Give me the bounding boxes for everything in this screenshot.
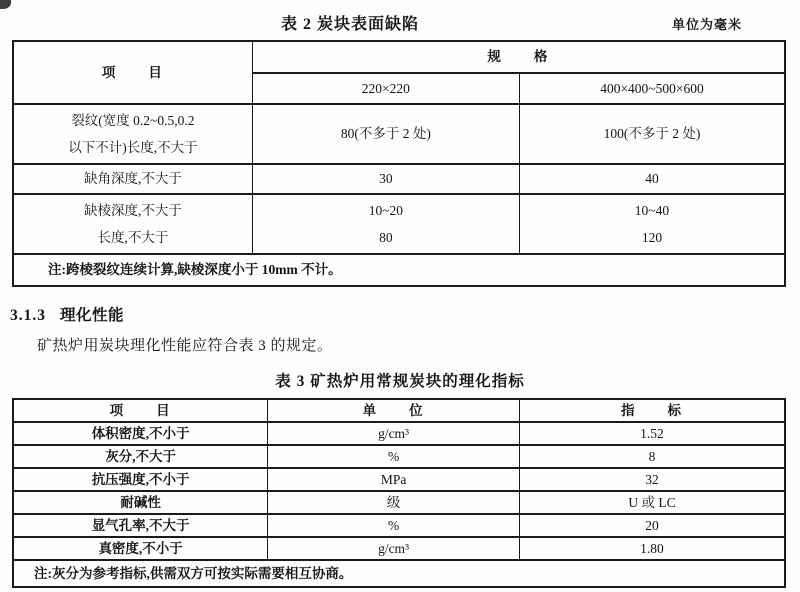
table3-cell-unit: g/cm³ (268, 537, 520, 560)
table2-row-edge (13, 194, 785, 254)
table3-row-bulk-density (13, 422, 785, 445)
table2 (12, 40, 786, 287)
table3-header-index: 指 标 (519, 399, 785, 422)
table2-crack-value-220: 80(不多于 2 处) (252, 104, 519, 164)
table3-row-true-density (13, 537, 785, 560)
table2-crack-item-line1: 裂纹(宽度 0.2~0.5,0.2 (71, 113, 195, 128)
table2-note-row (13, 254, 785, 286)
table3-header-unit: 单 位 (268, 399, 520, 422)
table2-header-spec: 规 格 (252, 41, 785, 73)
table3-cell-item: 耐碱性 (13, 491, 268, 514)
table2-title: 表 2 炭块表面缺陷 (280, 16, 419, 33)
table3-cell-value: U 或 LC (519, 491, 785, 514)
table2-edge-value-220-line1: 10~20 (368, 203, 404, 218)
table2-header-row (13, 41, 785, 73)
table2-crack-item (13, 104, 252, 164)
table2-edge-value-400-line1: 10~40 (634, 203, 670, 218)
table3-cell-value: 8 (519, 445, 785, 468)
table3-row-alkali-resistance (13, 491, 785, 514)
table3-row-compressive-strength (13, 468, 785, 491)
table2-corner-item: 缺角深度,不大于 (13, 164, 252, 194)
section-heading (10, 303, 124, 325)
table3-cell-value: 32 (519, 468, 785, 491)
table2-edge-value-400-line2: 120 (641, 230, 663, 245)
table2-spec-col-220: 220×220 (252, 73, 519, 104)
table3-cell-unit: % (268, 445, 520, 468)
table3-cell-item: 真密度,不小于 (13, 537, 268, 560)
table3 (12, 398, 786, 588)
section-heading-text: 理化性能 (60, 307, 125, 324)
table2-unit-note: 单位为毫米 (671, 17, 742, 32)
table2-caption-row (0, 11, 800, 33)
table2-spec-col-400: 400×400~500×600 (519, 73, 785, 104)
table2-corner-value-400: 40 (519, 164, 785, 194)
table3-title: 表 3 矿热炉用常规炭块的理化指标 (275, 373, 525, 390)
table3-row-porosity (13, 514, 785, 537)
table3-cell-item: 显气孔率,不大于 (13, 514, 268, 537)
table2-note: 注:跨棱裂纹连续计算,缺棱深度小于 10mm 不计。 (13, 254, 785, 286)
table2-edge-item (13, 194, 252, 254)
table3-row-ash (13, 445, 785, 468)
table2-row-crack (13, 104, 785, 164)
section-body-text: 矿热炉用炭块理化性能应符合表 3 的规定。 (37, 338, 333, 354)
table3-cell-value: 1.52 (519, 422, 785, 445)
table2-corner-value-220: 30 (252, 164, 519, 194)
table2-edge-value-220-line2: 80 (379, 230, 393, 245)
section-number: 3.1.3 (10, 307, 46, 324)
table3-cell-unit: MPa (268, 468, 520, 491)
table3-cell-value: 1.80 (519, 537, 785, 560)
table2-crack-value-400: 100(不多于 2 处) (519, 104, 785, 164)
table2-edge-item-line2: 长度,不大于 (97, 230, 169, 245)
table3-cell-item: 抗压强度,不小于 (13, 468, 268, 491)
table3-cell-item: 灰分,不大于 (13, 445, 268, 468)
table3-header-item: 项 目 (13, 399, 268, 422)
scan-corner-artifact (0, 0, 11, 9)
table3-cell-item: 体积密度,不小于 (13, 422, 268, 445)
table3-note-row (13, 560, 785, 587)
table3-header-row (13, 399, 785, 422)
table2-crack-item-line2: 以下不计)长度,不大于 (68, 140, 198, 155)
table3-cell-unit: % (268, 514, 520, 537)
table3-note: 注:灰分为参考指标,供需双方可按实际需要相互协商。 (13, 560, 785, 587)
table3-cell-value: 20 (519, 514, 785, 537)
table3-cell-unit: g/cm³ (268, 422, 520, 445)
table2-edge-value-400 (519, 194, 785, 254)
table2-edge-item-line1: 缺棱深度,不大于 (83, 203, 182, 218)
table2-edge-value-220 (252, 194, 519, 254)
table3-cell-unit: 级 (268, 491, 520, 514)
table2-row-corner (13, 164, 785, 194)
table2-header-item: 项 目 (13, 41, 252, 104)
